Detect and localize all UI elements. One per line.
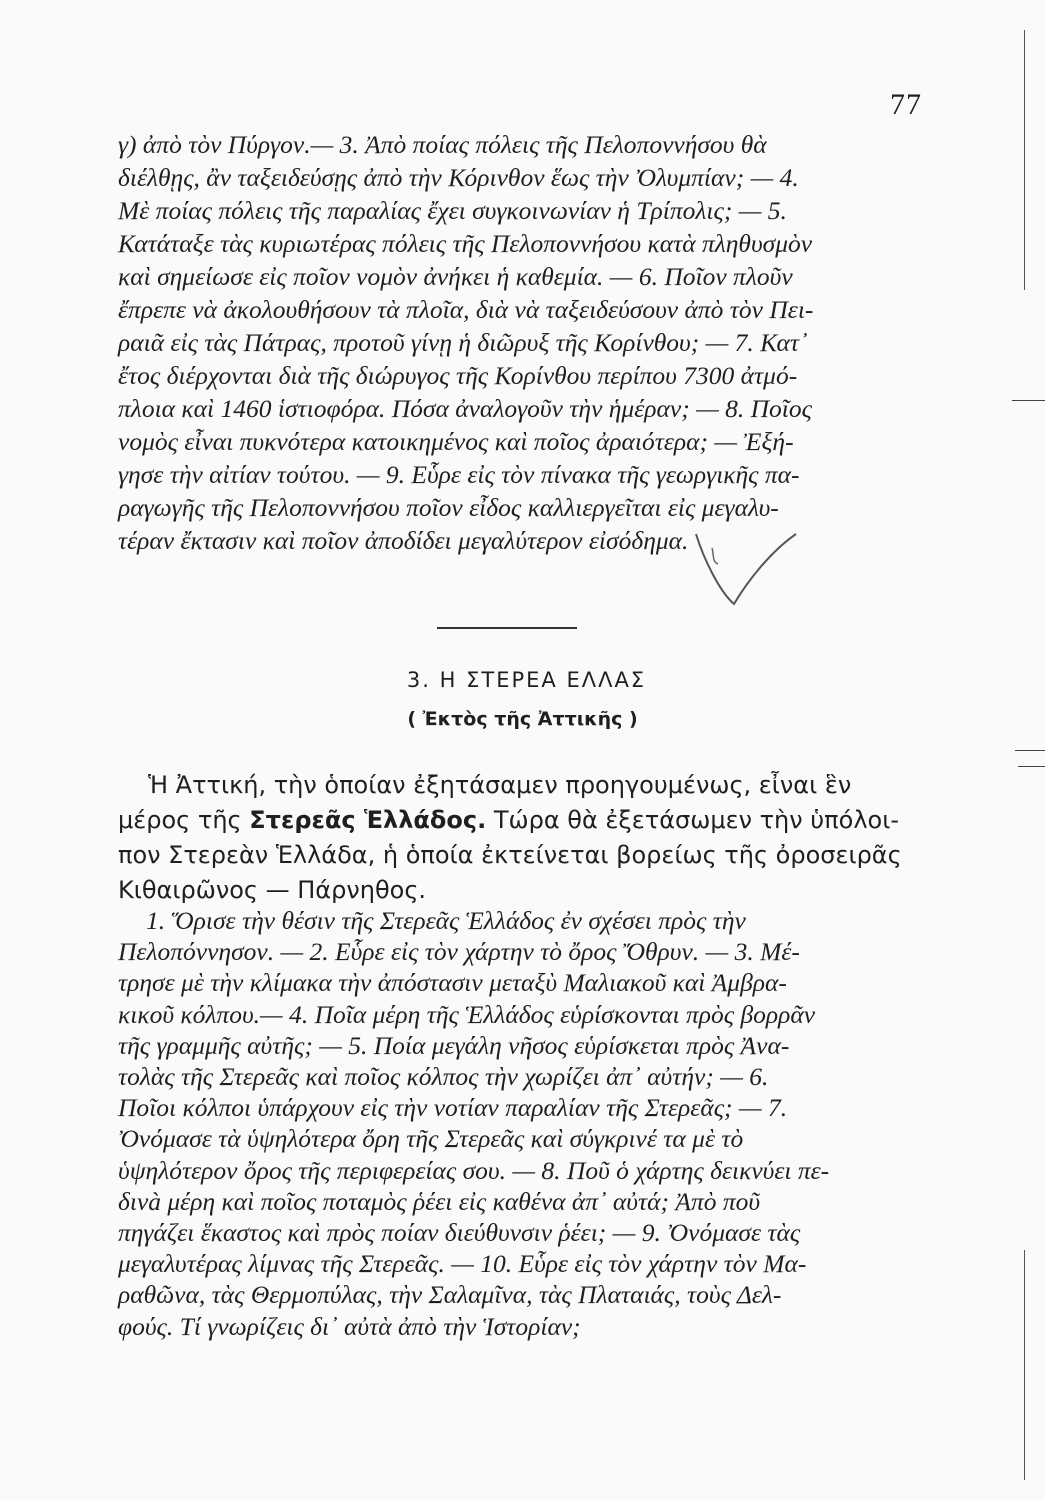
question-line: τῆς γραμμῆς αὐτῆς; — 5. Ποία μεγάλη νῆσος εὑρίσκεται πρὸς Ἀνα- [118,1030,790,1060]
intro-line: Κιθαιρῶνος — Πάρνηθος. [118,876,427,904]
section-title: 3. Η ΣΤΕΡΕΑ ΕΛΛΑΣ [406,668,647,692]
question-line: τρησε μὲ τὴν κλίμακα τὴν ἀπόστασιν μεταξὺ Μαλιακοῦ καὶ Ἀμβρα- [118,968,787,998]
exercise-line: Κατάταξε τὰς κυριωτέρας πόλεις τῆς Πελοποννήσου κατὰ πληθυσμὸν [118,229,813,258]
margin-crease-line [1024,30,1025,290]
question-line: μεγαλυτέρας λίμνας τῆς Στερεᾶς. — 10. Εὗρε εἰς τὸν χάρτην τὸν Μα- [118,1249,807,1279]
question-line: Πελοπόννησον. — 2. Εὗρε εἰς τὸν χάρτην τὸ ὄρος Ὄθρυν. — 3. Μέ- [118,937,800,967]
question-line: ὑψηλότερον ὄρος τῆς περιφερείας σου. — 8. Ποῦ ὁ χάρτης δεικνύει πε- [118,1155,830,1185]
exercise-line: γησε τὴν αἰτίαν τούτου. — 9. Εὗρε εἰς τὸν πίνακα τῆς γεωργικῆς πα- [118,460,800,489]
exercises-peloponnese [118,128,926,557]
question-line: Ὀνόμασε τὰ ὑψηλότερα ὄρη τῆς Στερεᾶς καὶ σύγκρινέ τα μὲ τὸ [118,1124,744,1154]
section-subtitle: ( Ἐκτὸς τῆς Ἀττικῆς ) [407,708,638,730]
question-line: δινà μέρη καὶ ποῖος ποταμὸς ῥέει εἰς καθένα ἀπ᾽ αὐτά; Ἀπὸ ποῦ [118,1186,761,1216]
exercise-line: Μὲ ποίας πόλεις τῆς παραλίας ἔχει συγκοινωνίαν ἡ Τρίπολις; — 5. [118,196,787,225]
intro-paragraph [118,768,938,908]
margin-tick-mark [1015,750,1045,751]
exercise-line: τέραν ἔκτασιν καὶ ποῖον ἀποδίδει μεγαλύτερον εἰσόδημα. [118,526,689,555]
margin-tick-mark [1018,766,1045,767]
question-line: Ποῖοι κόλποι ὑπάρχουν εἰς τὴν νοτίαν παραλίαν τῆς Στερεᾶς; — 7. [118,1093,788,1123]
exercise-line: πλοια καὶ 1460 ἱστιοφόρα. Πόσα ἀναλογοῦν τὴν ἡμέραν; — 8. Ποῖος [118,394,812,423]
exercise-line: καὶ σημείωσε εἰς ποῖον νομὸν ἀνήκει ἡ καθεμία. — 6. Ποῖον πλοῦν [118,262,793,291]
questions-sterea-ellas [118,905,938,1342]
section-divider [437,627,577,629]
intro-text: Τώρα θὰ ἐξετάσωμεν τὴν ὑπόλοι- [493,806,899,834]
intro-text: μέρος τῆς [118,806,242,834]
exercise-line: νομὸς εἶναι πυκνότερα κατοικημένος καὶ ποῖος ἀραιότερα; — Ἐξή- [118,427,794,456]
exercise-line: γ) ἀπὸ τὸν Πύργον.— 3. Ἀπὸ ποίας πόλεις τῆς Πελοποννήσου θὰ [118,130,767,159]
exercise-line: ραιᾶ εἰς τὰς Πάτρας, προτοῦ γίνῃ ἡ διῶρυξ τῆς Κορίνθου; — 7. Κατ᾽ [118,328,808,357]
handwritten-check-mark [692,530,802,610]
question-line: ραθῶνα, τὰς Θερμοπύλας, τὴν Σαλαμῖνα, τὰς Πλαταιάς, τοὺς Δελ- [118,1280,782,1310]
question-line: τολὰς τῆς Στερεᾶς καὶ ποῖος κόλπος τὴν χωρίζει ἀπ᾽ αὐτήν; — 6. [118,1062,769,1092]
question-line: 1. Ὅρισε τὴν θέσιν τῆς Στερεᾶς Ἑλλάδος ἐν σχέσει πρὸς τὴν [146,906,746,935]
question-line: κικοῦ κόλπου.— 4. Ποῖα μέρη τῆς Ἑλλάδος εὑρίσκονται πρὸς βορρᾶν [118,999,816,1029]
emphasis-term: Στερεᾶς Ἑλλάδος. [249,806,487,834]
exercise-line: ἔτος διέρχονται διὰ τῆς διώρυγος τῆς Κορίνθου περίπου 7300 ἀτμό- [118,361,798,390]
exercise-line: ἔπρεπε νὰ ἀκολουθήσουν τὰ πλοῖα, διὰ νὰ ταξειδεύσουν ἀπὸ τὸν Πει- [118,295,814,324]
intro-line: πον Στερεὰν Ἑλλάδα, ἡ ὁποία ἐκτείνεται βορείως τῆς ὀροσειρᾶς [118,841,902,869]
exercise-line: διέλθῃς, ἂν ταξειδεύσῃς ἀπὸ τὴν Κόρινθον ἕως τὴν Ὀλυμπίαν; — 4. [118,163,799,192]
question-line: φούς. Τί γνωρίζεις δι᾽ αὐτὰ ἀπὸ τὴν Ἱστορίαν; [118,1311,581,1341]
page-number: 77 [890,88,922,121]
intro-line: Ἡ Ἀττική, τὴν ὁποίαν ἐξητάσαμεν προηγουμένως, εἶναι ἓν [148,771,852,799]
margin-crease-line [1024,1250,1025,1480]
exercise-line: ραγωγῆς τῆς Πελοποννήσου ποῖον εἶδος καλλιεργεῖται εἰς μεγαλυ- [118,493,779,522]
intro-line [118,803,938,838]
margin-tick-mark [1012,400,1045,401]
question-line: πηγάζει ἕκαστος καὶ πρὸς ποίαν διεύθυνσιν ῥέει; — 9. Ὀνόμασε τὰς [118,1218,801,1248]
